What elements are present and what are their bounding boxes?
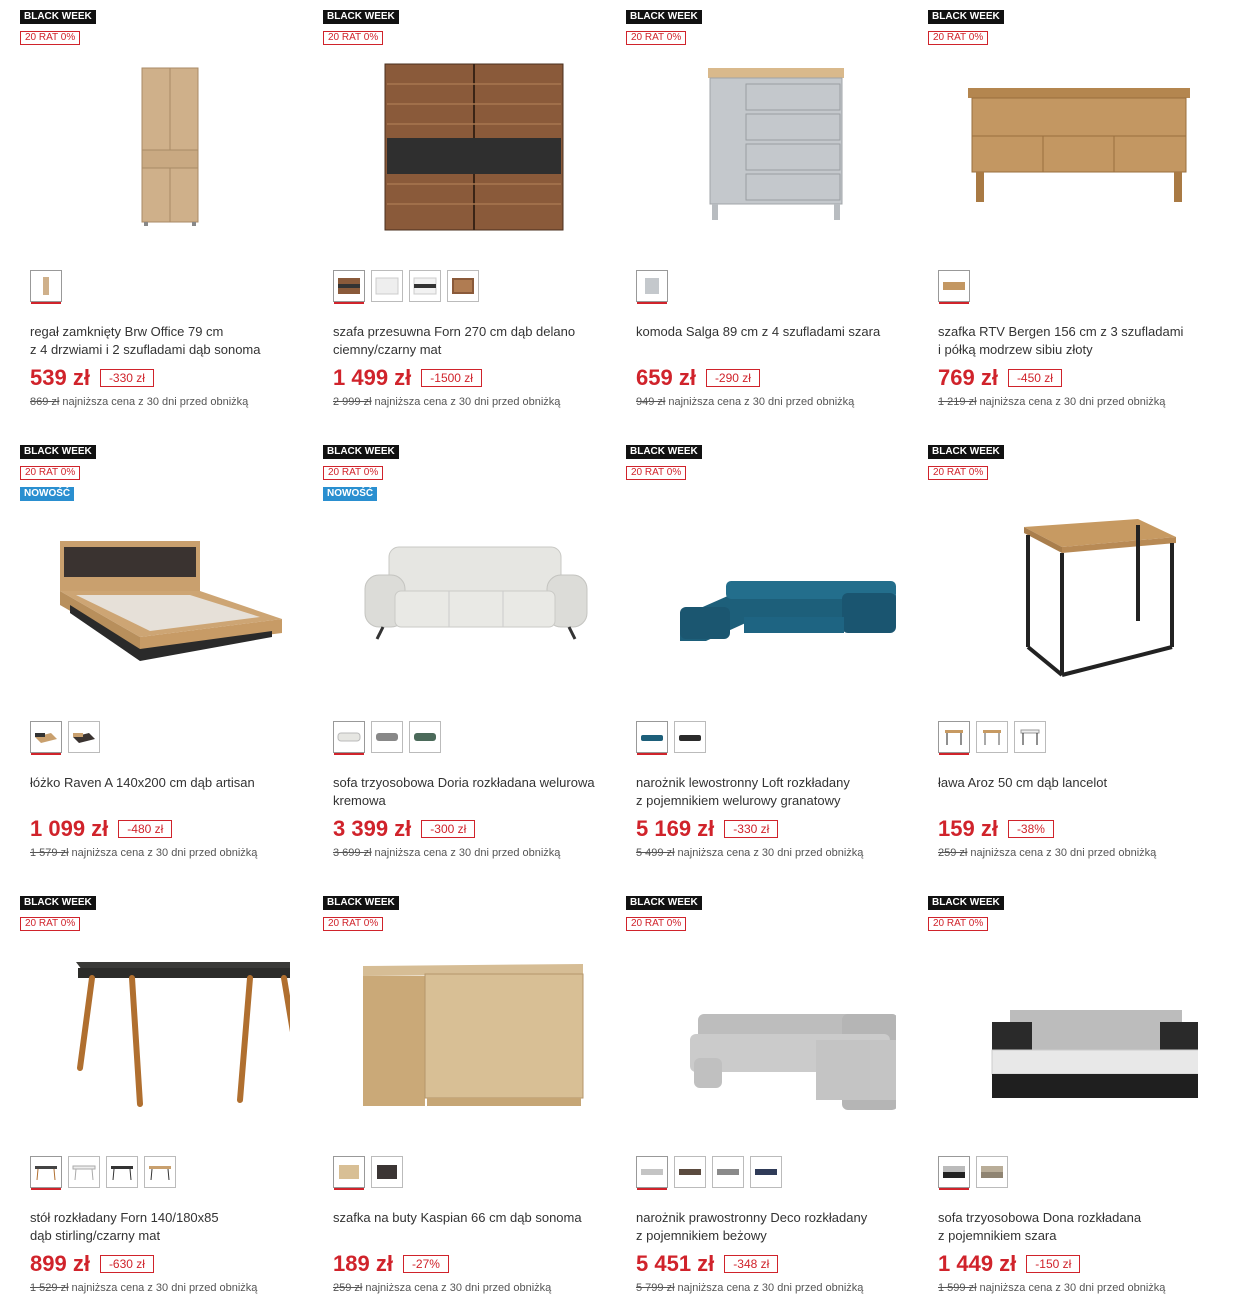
black-week-badge: BLACK WEEK [928,445,1004,459]
color-swatch[interactable] [409,270,441,302]
product-image[interactable] [343,54,593,244]
installment-badge: 20 RAT 0% [626,466,686,480]
black-week-badge: BLACK WEEK [323,445,399,459]
product-image[interactable] [343,521,593,711]
discount-badge: -630 zł [100,1255,154,1273]
color-swatch[interactable] [938,721,970,753]
black-week-badge: BLACK WEEK [928,896,1004,910]
product-price: 3 399 zł [333,816,412,841]
discount-badge: -348 zł [724,1255,778,1273]
old-price-note: 1 529 zł najniższa cena z 30 dni przed obniżką [30,1282,258,1294]
color-swatch[interactable] [750,1156,782,1188]
product-image[interactable] [343,940,593,1130]
old-price-note: 259 zł najniższa cena z 30 dni przed obniżką [333,1282,552,1294]
discount-badge: -300 zł [421,820,475,838]
product-title[interactable]: stół rozkładany Forn 140/180x85 dąb stirling/czarny mat [30,1210,219,1243]
product-price: 189 zł [333,1251,393,1276]
color-swatch[interactable] [976,1156,1008,1188]
product-card[interactable] [323,6,613,426]
old-price-note: 869 zł najniższa cena z 30 dni przed obniżką [30,396,249,408]
color-swatch[interactable] [106,1156,138,1188]
product-title[interactable]: regał zamknięty Brw Office 79 cm z 4 drzwiami i 2 szufladami dąb sonoma [30,324,261,357]
color-swatch[interactable] [333,270,365,302]
installment-badge: 20 RAT 0% [323,466,383,480]
product-price: 1 449 zł [938,1251,1017,1276]
color-swatch[interactable] [636,1156,668,1188]
black-week-badge: BLACK WEEK [323,896,399,910]
installment-badge: 20 RAT 0% [20,31,80,45]
old-price-note: 1 599 zł najniższa cena z 30 dni przed obniżką [938,1282,1166,1294]
color-swatch[interactable] [371,721,403,753]
product-title[interactable]: sofa trzyosobowa Dona rozkładana z pojemnikiem szara [938,1210,1142,1243]
product-title[interactable]: komoda Salga 89 cm z 4 szufladami szara [636,324,881,339]
product-card[interactable] [928,441,1218,871]
product-card[interactable] [323,441,613,871]
product-image[interactable] [646,940,896,1130]
color-swatch[interactable] [68,1156,100,1188]
color-swatch[interactable] [30,721,62,753]
discount-badge: -27% [403,1255,449,1273]
product-card[interactable] [20,6,310,426]
color-swatch[interactable] [938,270,970,302]
product-price: 659 zł [636,365,696,390]
product-image[interactable] [948,497,1198,687]
product-image[interactable] [646,54,896,244]
discount-badge: -290 zł [706,369,760,387]
installment-badge: 20 RAT 0% [928,917,988,931]
discount-badge: -450 zł [1008,369,1062,387]
product-price: 159 zł [938,816,998,841]
product-image[interactable] [40,940,290,1130]
product-image[interactable] [40,521,290,711]
product-price: 5 451 zł [636,1251,715,1276]
color-swatch[interactable] [712,1156,744,1188]
black-week-badge: BLACK WEEK [626,896,702,910]
installment-badge: 20 RAT 0% [20,466,80,480]
color-swatch[interactable] [447,270,479,302]
color-swatch[interactable] [333,721,365,753]
color-swatch[interactable] [68,721,100,753]
black-week-badge: BLACK WEEK [928,10,1004,24]
installment-badge: 20 RAT 0% [20,917,80,931]
black-week-badge: BLACK WEEK [626,10,702,24]
old-price-note: 1 579 zł najniższa cena z 30 dni przed obniżką [30,847,258,859]
color-swatch[interactable] [371,270,403,302]
color-swatch[interactable] [409,721,441,753]
product-card[interactable] [20,441,310,871]
product-price: 539 zł [30,365,90,390]
installment-badge: 20 RAT 0% [626,917,686,931]
color-swatch[interactable] [371,1156,403,1188]
product-card[interactable] [20,892,310,1312]
installment-badge: 20 RAT 0% [626,31,686,45]
discount-badge: -38% [1008,820,1054,838]
product-title[interactable]: narożnik lewostronny Loft rozkładany z pojemnikiem welurowy granatowy [636,775,850,808]
product-card[interactable] [626,6,916,426]
product-title[interactable]: łóżko Raven A 140x200 cm dąb artisan [30,775,255,790]
color-swatch[interactable] [30,1156,62,1188]
black-week-badge: BLACK WEEK [20,10,96,24]
product-title[interactable]: szafka na buty Kaspian 66 cm dąb sonoma [333,1210,582,1225]
installment-badge: 20 RAT 0% [323,917,383,931]
color-swatch[interactable] [333,1156,365,1188]
new-badge: NOWOŚĆ [323,487,377,501]
old-price-note: 259 zł najniższa cena z 30 dni przed obniżką [938,847,1157,859]
color-swatch[interactable] [674,1156,706,1188]
new-badge: NOWOŚĆ [20,487,74,501]
installment-badge: 20 RAT 0% [928,31,988,45]
product-card[interactable] [323,892,613,1312]
installment-badge: 20 RAT 0% [323,31,383,45]
product-price: 899 zł [30,1251,90,1276]
product-image[interactable] [948,940,1198,1130]
color-swatch[interactable] [976,721,1008,753]
old-price-note: 5 799 zł najniższa cena z 30 dni przed obniżką [636,1282,864,1294]
product-title[interactable]: ława Aroz 50 cm dąb lancelot [938,775,1108,790]
old-price-note: 1 219 zł najniższa cena z 30 dni przed obniżką [938,396,1166,408]
product-price: 769 zł [938,365,998,390]
black-week-badge: BLACK WEEK [20,445,96,459]
product-image[interactable] [40,54,290,244]
color-swatch[interactable] [674,721,706,753]
discount-badge: -150 zł [1026,1255,1080,1273]
color-swatch[interactable] [144,1156,176,1188]
product-price: 1 499 zł [333,365,412,390]
discount-badge: -330 zł [724,820,778,838]
discount-badge: -480 zł [118,820,172,838]
old-price-note: 2 999 zł najniższa cena z 30 dni przed obniżką [333,396,561,408]
old-price-note: 5 499 zł najniższa cena z 30 dni przed obniżką [636,847,864,859]
product-card[interactable] [626,441,916,871]
color-swatch[interactable] [938,1156,970,1188]
product-price: 1 099 zł [30,816,109,841]
product-image[interactable] [646,521,896,711]
black-week-badge: BLACK WEEK [626,445,702,459]
black-week-badge: BLACK WEEK [20,896,96,910]
color-swatch[interactable] [1014,721,1046,753]
product-title[interactable]: sofa trzyosobowa Doria rozkładana welurowa kremowa [333,775,595,808]
product-card[interactable] [928,892,1218,1312]
discount-badge: -330 zł [100,369,154,387]
old-price-note: 949 zł najniższa cena z 30 dni przed obniżką [636,396,855,408]
product-card[interactable] [626,892,916,1312]
product-title[interactable]: narożnik prawostronny Deco rozkładany z pojemnikiem beżowy [636,1210,868,1243]
product-image[interactable] [948,54,1198,244]
product-title[interactable]: szafa przesuwna Forn 270 cm dąb delano ciemny/czarny mat [333,324,576,357]
color-swatch[interactable] [30,270,62,302]
product-title[interactable]: szafka RTV Bergen 156 cm z 3 szufladami i półką modrzew sibiu złoty [938,324,1184,357]
installment-badge: 20 RAT 0% [928,466,988,480]
product-price: 5 169 zł [636,816,715,841]
color-swatch[interactable] [636,721,668,753]
product-card[interactable] [928,6,1218,426]
old-price-note: 3 699 zł najniższa cena z 30 dni przed obniżką [333,847,561,859]
black-week-badge: BLACK WEEK [323,10,399,24]
discount-badge: -1500 zł [421,369,482,387]
color-swatch[interactable] [636,270,668,302]
